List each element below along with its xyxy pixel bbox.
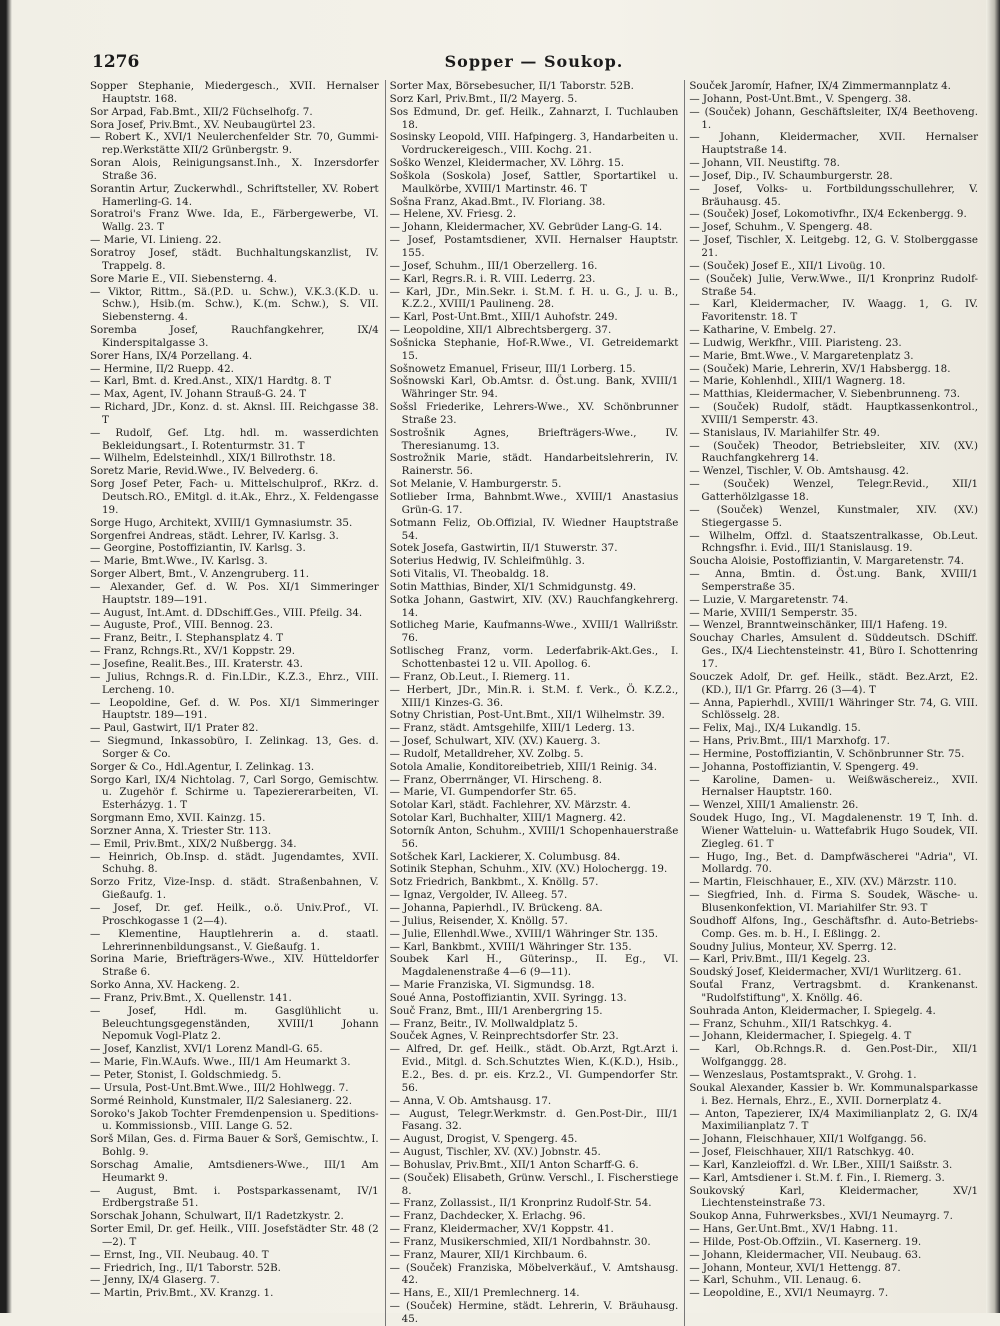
directory-entry: — Karl, JDr., Min.Sekr. i. St.M. f. H. u. G., J. u. B., K.Z.2., XVIII/1 Paulineng. 28. xyxy=(389,285,679,311)
directory-entry: — Marie, Bmt.Wwe., V. Margaretenplatz 3. xyxy=(689,349,914,362)
directory-entry: — Wilhelm, Offzl. d. Staatszentralkasse, Ob.Leut. Rchngsfhr. i. Evid., III/1 Stanislausg. 19. xyxy=(689,529,979,555)
directory-entry: Sostrožnik Marie, städt. Handarbeitslehrerin, IV. Rainerstr. 56. xyxy=(389,452,679,478)
directory-entry: — Martin, Priv.Bmt., XV. Kranzg. 1. xyxy=(90,1287,274,1300)
directory-entry: Sore Marie E., VII. Siebensterng. 4. xyxy=(90,272,278,285)
directory-entry: Sotlischeg Franz, vorm. Lederfabrik-Akt.Ges., I. Schottenbastei 12 u. VII. Apollog. 6. xyxy=(389,645,679,670)
directory-entry: — (Souček) Elisabeth, Grünw. Verschl., I. Fischerstiege 8. xyxy=(389,1171,679,1197)
directory-entry: Sotorník Anton, Schuhm., XVIII/1 Schopenhauerstraße 56. xyxy=(389,824,679,850)
directory-entry: Sotz Friedrich, Bankbmt., X. Knöllg. 57. xyxy=(389,876,599,889)
directory-entry: — August, Drogist, V. Spengerg. 45. xyxy=(389,1133,578,1146)
directory-entry: — Georgine, Postoffiziantin, IV. Karlsg. 3. xyxy=(90,542,306,555)
directory-entry: — Robert K., XVI/1 Neulerchenfelder Str. 70, Gummi-rep.Werkstätte XII/2 Grünbergstr. 9. xyxy=(90,131,379,157)
directory-entry: — Karl, Priv.Bmt., III/1 Kegelg. 23. xyxy=(689,953,871,966)
directory-entry: — Franz, städt. Amtsgehilfe, XIII/1 Lederg. 13. xyxy=(389,722,635,735)
directory-entry: Sorgmann Emo, XVII. Kainzg. 15. xyxy=(90,812,266,825)
directory-entry: — Peter, Stonist, I. Goldschmiedg. 5. xyxy=(90,1068,282,1081)
directory-entry: — August, Bmt. i. Postsparkassenamt, IV/1 Erdbergstraße 51. xyxy=(90,1184,379,1210)
directory-entry: — Karl, Kleidermacher, IV. Waagg. 1, G. IV. Favoritenstr. 18. T xyxy=(689,298,979,324)
directory-entry: — Johann, Kleidermacher, I. Spiegelg. 4. T xyxy=(689,1030,912,1043)
directory-entry: — Karoline, Damen- u. Weißwäschereiz., XVII. Hernalser Hauptstr. 160. xyxy=(689,773,979,799)
directory-entry: Sorter Max, Börsebesucher, II/1 Taborstr. 52B. xyxy=(389,80,634,92)
directory-entry: — Wenzeslaus, Postamtsprakt., V. Grohg. 1. xyxy=(689,1068,917,1081)
directory-entry: — Rudolf, Gef. Ltg. hdl. m. wasserdichten Bekleidungsart., I. Rotenturmstr. 31. T xyxy=(90,426,379,452)
directory-entry: — (Souček) Hermine, städt. Lehrerin, V. Bräuhausg. 45. xyxy=(389,1300,679,1325)
directory-entry: Sorge Hugo, Architekt, XVIII/1 Gymnasiumstr. 35. xyxy=(90,516,353,529)
column-3 xyxy=(684,80,978,1326)
directory-entry: — Marie, Fin.W.Aufs. Wwe., III/1 Am Heumarkt 3. xyxy=(90,1056,351,1069)
directory-entry: — Hans, Priv.Bmt., III/1 Marxhofg. 17. xyxy=(689,735,890,748)
directory-entry: — Leopoldine, Gef. d. W. Pos. XI/1 Simmeringer Hauptstr. 189—191. xyxy=(90,696,379,722)
directory-entry: Sotny Christian, Post-Unt.Bmt., XII/1 Wilhelmstr. 39. xyxy=(389,709,665,722)
directory-entry: Soti Vitalis, VI. Theobaldg. 18. xyxy=(389,568,549,581)
directory-entry: — Hermine, II/2 Ruepp. 42. xyxy=(90,362,234,375)
page-edge-shadow xyxy=(986,0,1000,1313)
directory-entry: Sosinsky Leopold, VIII. Hafpingerg. 3, Handarbeiten u. Vordruckereigesch., VIII. Kochg. 21. xyxy=(389,131,679,157)
directory-entry: Sorantin Artur, Zuckerwhdl., Schriftsteller, XV. Robert Hamerling-G. 14. xyxy=(90,182,379,208)
directory-entry: — Alfred, Dr. gef. Heilk., städt. Ob.Arzt, Rgt.Arzt i. Evid., Mitgl. d. Sch.Schutztes Wien, K.(K.D.), Hsib., E.2., Bes. d. pr. eis. Krz.2., VI. Gumpendorfer Str. 56. xyxy=(389,1043,679,1094)
directory-entry: — Franz, Kleidermacher, XV/1 Koppstr. 41. xyxy=(389,1223,614,1236)
directory-entry: Soukal Alexander, Kassier b. Wr. Kommunalsparkasse i. Bez. Hernals, Ehrz., E., XVII. Dornerplatz 4. xyxy=(689,1081,979,1107)
directory-entry: Sorko Anna, XV. Hackeng. 2. xyxy=(90,979,240,992)
directory-entry: Sošnowski Karl, Ob.Amtsr. d. Öst.ung. Bank, XVIII/1 Währinger Str. 94. xyxy=(389,375,679,401)
directory-entry: — Leopoldine, XII/1 Albrechtsbergerg. 37. xyxy=(389,324,612,337)
directory-entry: — Anton, Tapezierer, IX/4 Maximilianplatz 2, G. IX/4 Maximilianplatz 7. T xyxy=(689,1107,979,1133)
directory-entry: — Klementine, Hauptlehrerin a. d. staatl. Lehrerinnenbildungsanst., V. Gießaufg. 1. xyxy=(90,927,379,953)
directory-entry: — Ursula, Post-Unt.Bmt.Wwe., III/2 Hohlwegg. 7. xyxy=(90,1081,349,1094)
directory-entry: — Franz, Maurer, XII/1 Kirchbaum. 6. xyxy=(389,1248,588,1261)
directory-entry: — Johann, Kleidermacher, XV. Gebrüder Lang-G. 14. xyxy=(389,221,663,234)
directory-entry: Soué Anna, Postoffiziantin, XVII. Syringg. 13. xyxy=(389,991,627,1004)
directory-entry: — Josef, Postamtsdiener, XVII. Hernalser Hauptstr. 155. xyxy=(389,234,679,259)
directory-entry: — Herbert, JDr., Min.R. i. St.M. f. Verk., Ö. K.Z.2., XIII/1 Kinzes-G. 36. xyxy=(389,683,679,709)
directory-entry: — Katharine, V. Embelg. 27. xyxy=(689,324,837,337)
directory-entry: — Auguste, Prof., VIII. Bennog. 23. xyxy=(90,619,274,632)
running-head: Sopper — Soukop. xyxy=(444,52,624,71)
directory-entry: Sotolar Karl, Buchhalter, XIII/1 Magnerg. 42. xyxy=(389,812,626,825)
directory-entry: — (Souček) Theodor, Betriebsleiter, XIV. (XV.) Rauchfangkehrerg 14. xyxy=(689,439,979,465)
directory-entry: Sorina Marie, Briefträgers-Wwe., XIV. Hütteldorfer Straße 6. xyxy=(90,953,379,979)
directory-entry: Sora Josef, Priv.Bmt., XV. Neubaugürtel 23. xyxy=(90,118,316,131)
directory-entry: Sotola Amalie, Konditoreibetrieb, XIII/1 Reinig. 34. xyxy=(389,760,657,773)
directory-entry: Sošnicka Stephanie, Hof-R.Wwe., VI. Getreidemarkt 15. xyxy=(389,336,679,362)
directory-entry: — Paul, Gastwirt, II/1 Prater 82. xyxy=(90,722,259,735)
directory-entry: — Hilde, Post-Ob.Offziin., VI. Kasernerg. 19. xyxy=(689,1235,922,1248)
directory-entry: — Hans, E., XII/1 Premlechnerg. 14. xyxy=(389,1287,580,1300)
directory-entry: — Johann, VII. Neustiftg. 78. xyxy=(689,157,840,170)
directory-entry: — Wilhelm, Edelsteinhdl., XIX/1 Billrothstr. 18. xyxy=(90,452,336,465)
directory-entry: — Friedrich, Ing., II/1 Taborstr. 52B. xyxy=(90,1261,281,1274)
directory-entry: — (Souček) Johann, Geschäftsleiter, IX/4 Beethoveng. 1. xyxy=(689,105,979,131)
directory-entry: — (Souček) Rudolf, städt. Hauptkassenkontrol., XVIII/1 Semperstr. 43. xyxy=(689,401,979,426)
directory-entry: Sor Arpad, Fab.Bmt., XII/2 Füchselhofg. 7. xyxy=(90,105,313,118)
directory-entry: — Josef, Dr. gef. Heilk., o.ö. Univ.Prof., VI. Proschkogasse 1 (2—4). xyxy=(90,902,379,927)
directory-entry: — Josef, Schulwart, XIV. (XV.) Kauerg. 3. xyxy=(389,735,601,748)
directory-entry: — Franz, Schuhm., XII/1 Ratschkyg. 4. xyxy=(689,1017,892,1030)
directory-entry: — Wenzel, Tischler, V. Ob. Amtshausg. 42. xyxy=(689,465,909,478)
directory-entry: — Franz, Zollassist., II/1 Kronprinz Rudolf-Str. 54. xyxy=(389,1197,652,1210)
directory-entry: — Luzie, V. Margaretenstr. 74. xyxy=(689,593,849,606)
directory-entry: — Stanislaus, IV. Mariahilfer Str. 49. xyxy=(689,426,880,439)
directory-entry: — Helene, XV. Friesg. 2. xyxy=(389,208,517,221)
directory-entry: Sostrošnik Agnes, Briefträgers-Wwe., IV. Theresianumg. 13. xyxy=(389,426,679,452)
directory-entry: — (Souček) Marie, Lehrerin, XV/1 Habsbergg. 18. xyxy=(689,362,951,375)
directory-entry: Soško Wenzel, Kleidermacher, XV. Löhrg. 15. xyxy=(389,157,625,170)
directory-entry: Souč Franz, Bmt., III/1 Arenbergring 15. xyxy=(389,1004,603,1017)
directory-entry: — Karl, Regrs.R. i. R. VIII. Lederrg. 23. xyxy=(389,272,596,285)
directory-entry: Souček Agnes, V. Reinprechtsdorfer Str. 23. xyxy=(389,1030,619,1043)
directory-entry: Sorš Milan, Ges. d. Firma Bauer & Sorš, Gemischtw., I. Bohlg. 9. xyxy=(90,1133,379,1159)
directory-entry: Sotka Johann, Gastwirt, XIV. (XV.) Rauchfangkehrerg. 14. xyxy=(389,593,679,619)
directory-entry: Souhrada Anton, Kleidermacher, I. Spiegelg. 4. xyxy=(689,1004,936,1017)
directory-entry: — Josef, Schuhm., V. Spengerg. 48. xyxy=(689,221,873,234)
directory-entry: — Bohuslav, Priv.Bmt., XII/1 Anton Scharff-G. 6. xyxy=(389,1158,639,1171)
directory-entry: Sorzner Anna, X. Triester Str. 113. xyxy=(90,824,272,837)
directory-entry: — August, Tischler, XV. (XV.) Jobnstr. 45. xyxy=(389,1146,601,1159)
directory-entry: — Ludwig, Werkfhr., VIII. Piaristeng. 23. xyxy=(689,336,902,349)
directory-entry: Soran Alois, Reinigungsanst.Inh., X. Inzersdorfer Straße 36. xyxy=(90,157,379,182)
directory-entry: Sorer Hans, IX/4 Porzellang. 4. xyxy=(90,349,253,362)
directory-entry: — Wenzel, Branntweinschänker, III/1 Hafeng. 19. xyxy=(689,619,948,632)
directory-entry: — Wenzel, XIII/1 Amalienstr. 26. xyxy=(689,799,859,812)
directory-entry: Souchay Charles, Amsulent d. Süddeutsch. DSchiff. Ges., IX/4 Liechtensteinstr. 41, Büro I. Schottenring 17. xyxy=(689,632,979,670)
directory-entry: Sorschag Amalie, Amtsdieners-Wwe., III/1 Am Heumarkt 9. xyxy=(90,1158,379,1184)
directory-entry: — Leopoldine, E., XVI/1 Neumayrg. 7. xyxy=(689,1287,889,1300)
directory-entry: — Franz, Oberrnänger, VI. Hirscheng. 8. xyxy=(389,773,603,786)
directory-entry: Souczek Adolf, Dr. gef. Heilk., städt. Bez.Arzt, E2. (KD.), II/1 Gr. Pfarrg. 26 (3—4). T xyxy=(689,670,979,696)
directory-entry: Souťal Franz, Vertragsbmt. d. Krankenanst. "Rudolfstiftung", X. Knöllg. 46. xyxy=(689,979,979,1004)
directory-entry: Soubek Karl H., Güterinsp., II. Eg., VI. Magdalenenstraße 4—6 (9—11). xyxy=(389,953,679,979)
directory-entry: — Alexander, Gef. d. W. Pos. XI/1 Simmeringer Hauptstr. 189—191. xyxy=(90,580,379,606)
directory-entry: — Matthias, Kleidermacher, V. Siebenbrunneng. 73. xyxy=(689,388,961,401)
directory-entry: — Heinrich, Ob.Insp. d. städt. Jugendamtes, XVII. Schuhg. 8. xyxy=(90,850,379,876)
directory-entry: — Johann, Monteur, XVI/1 Hettengg. 87. xyxy=(689,1261,901,1274)
directory-entry: — Julie, Ellenhdl.Wwe., XVIII/1 Währinger Str. 135. xyxy=(389,927,659,940)
directory-entry: — Johann, Post-Unt.Bmt., V. Spengerg. 38. xyxy=(689,92,912,105)
directory-entry: Sotmann Feliz, Ob.Offizial, IV. Wiedner Hauptstraße 54. xyxy=(389,516,679,542)
directory-entry: — Marie, Kohlenhdl., XIII/1 Wagnerg. 18. xyxy=(689,375,906,388)
directory-entry: — Karl, Kanzleioffzl. d. Wr. LBer., XIII/1 Saißstr. 3. xyxy=(689,1158,953,1171)
directory-entry: — Johanna, Papierhdl., IV. Brückeng. 8A. xyxy=(389,902,603,914)
directory-entry: Sošna Franz, Akad.Bmt., IV. Floriang. 38. xyxy=(389,195,606,208)
directory-entry: Soudský Josef, Kleidermacher, XVI/1 Wurlitzerg. 61. xyxy=(689,966,962,979)
directory-entry: — Karl, Post-Unt.Bmt., XIII/1 Auhofstr. 249. xyxy=(389,311,618,324)
directory-entry: — Rudolf, Metalldreher, XV. Zolbg. 5. xyxy=(389,747,584,760)
directory-entry: — Franz, Ob.Leut., I. Riemerg. 11. xyxy=(389,670,570,683)
directory-entry: Sotlicheg Marie, Kaufmanns-Wwe., XVIII/1 Wallrißstr. 76. xyxy=(389,619,679,645)
directory-entry: — Josef, Tischler, X. Leitgebg. 12, G. V. Stolberggasse 21. xyxy=(689,234,979,259)
directory-entry: Sošsl Friederike, Lehrers-Wwe., XV. Schönbrunner Straße 23. xyxy=(389,401,679,426)
directory-entry: — Karl, Bmt. d. Kred.Anst., XIX/1 Hardtg. 8. T xyxy=(90,375,332,388)
directory-entry: Sorter Emil, Dr. gef. Heilk., VIII. Josefstädter Str. 48 (2—2). T xyxy=(90,1223,379,1248)
directory-entry: — Josefine, Realit.Bes., III. Kraterstr. 43. xyxy=(90,657,303,670)
directory-entry: Souček Jaromír, Hafner, IX/4 Zimmermannplatz 4. xyxy=(689,80,951,92)
directory-entry: — (Souček) Josef E., XII/1 Livoüg. 10. xyxy=(689,259,886,272)
directory-entry: — Karl, Schuhm., VII. Lenaug. 6. xyxy=(689,1274,862,1287)
directory-entry: — Anna, V. Ob. Amtshausg. 17. xyxy=(389,1094,552,1107)
directory-entry: Sorger Albert, Bmt., V. Anzengruberg. 11. xyxy=(90,568,310,581)
directory-entry: — Anna, Papierhdl., XVIII/1 Währinger Str. 74, G. VIII. Schlösselg. 28. xyxy=(689,696,979,722)
directory-entry: Sotolar Karl, städt. Fachlehrer, XV. Märzstr. 4. xyxy=(389,799,631,812)
directory-entry: — Richard, JDr., Konz. d. st. Aknsl. III. Reichgasse 38. T xyxy=(90,401,379,426)
directory-entry: Sos Edmund, Dr. gef. Heilk., Zahnarzt, I. Tuchlauben 18. xyxy=(389,105,679,131)
directory-entry: Soratroi's Franz Wwe. Ida, E., Färbergewerbe, VI. Wallg. 23. T xyxy=(90,208,379,234)
directory-entry: — Julius, Reisender, X. Knöllg. 57. xyxy=(389,914,568,927)
directory-entry: — (Souček) Julie, Verw.Wwe., II/1 Kronprinz Rudolf-Straße 54. xyxy=(689,272,979,298)
directory-entry: Sorg Josef Peter, Fach- u. Mittelschulprof., RKrz. d. Deutsch.RO., EMitgl. d. it.Ak., Ehrz., X. Feldengasse 19. xyxy=(90,478,379,516)
directory-entry: — Johann, Fleischhauer, XII/1 Wolfgangg. 56. xyxy=(689,1133,927,1146)
directory-entry: — (Souček) Josef, Lokomotivfhr., IX/4 Eckenbergg. 9. xyxy=(689,208,967,221)
column-1 xyxy=(90,80,379,1326)
directory-entry: — Hugo, Ing., Bet. d. Dampfwäscherei "Adria", VI. Mollardg. 70. xyxy=(689,850,979,876)
directory-entry: — August, Telegr.Werkmstr. d. Gen.Post-Dir., III/1 Fasang. 32. xyxy=(389,1107,679,1133)
directory-entry: — Siegfried, Inh. d. Firma S. Soudek, Wäsche- u. Blusenkonfektion, VI. Mariahilfer Str. 93. T xyxy=(689,889,979,914)
directory-entry: Soudny Julius, Monteur, XV. Sperrg. 12. xyxy=(689,940,897,953)
page-header xyxy=(90,50,978,76)
directory-entry: — Marie, Bmt.Wwe., IV. Karlsg. 3. xyxy=(90,555,268,568)
directory-entry: — Josef, Dip., IV. Schaumburgerstr. 28. xyxy=(689,169,893,182)
directory-entry: — Viktor, Rittm., Sä.(P.D. u. Schw.), V.K.3.(K.D. u. Schw.), Hsib.(m. Schw.), K.(m. Schw.), S. VII. Siebensterng. 4. xyxy=(90,285,379,324)
directory-entry: Sormé Reinhold, Kunstmaler, II/2 Salesianerg. 22. xyxy=(90,1094,353,1107)
directory-entry: — Emil, Priv.Bmt., XIX/2 Nußbergg. 34. xyxy=(90,837,297,850)
directory-entry: Soterius Hedwig, IV. Schleifmühlg. 3. xyxy=(389,555,585,568)
directory-entry: Soucha Aloisie, Postoffiziantin, V. Margaretenstr. 74. xyxy=(689,555,965,568)
directory-entry: Sot Melanie, V. Hamburgerstr. 5. xyxy=(389,478,562,491)
directory-entry: — Hans, Ger.Unt.Bmt., XV/1 Habng. 11. xyxy=(689,1223,898,1236)
directory-entry: — Karl, Ob.Rchngs.R. d. Gen.Post-Dir., XII/1 Wolfganggg. 28. xyxy=(689,1043,979,1069)
directory-entry: — Franz, Priv.Bmt., X. Quellenstr. 141. xyxy=(90,991,292,1004)
directory-entry: Soukop Anna, Fuhrwerksbes., XVI/1 Neumayrg. 7. xyxy=(689,1210,953,1223)
directory-entry: — Josef, Kanzlist, XVI/1 Lorenz Mandl-G. 65. xyxy=(90,1043,323,1056)
directory-entry: — Siegmund, Inkassobüro, I. Zelinkag. 13, Ges. d. Sorger & Co. xyxy=(90,735,379,760)
directory-entry: — Johann, Kleidermacher, VII. Neubaug. 63. xyxy=(689,1248,922,1261)
directory-entry: — Johanna, Postoffiziantin, V. Spengerg. 49. xyxy=(689,760,919,773)
directory-entry: — Felix, Maj., IX/4 Lukandlg. 15. xyxy=(689,722,861,735)
directory-entry: Sorschak Johann, Schulwart, II/1 Radetzkystr. 2. xyxy=(90,1210,344,1223)
directory-entry: — (Souček) Wenzel, Telegr.Revid., XII/1 Gatterhölzlgasse 18. xyxy=(689,478,979,503)
directory-entry: — Josef, Schuhm., III/1 Oberzellerg. 16. xyxy=(389,259,598,272)
directory-entry: Sopper Stephanie, Miedergesch., XVII. Hernalser Hauptstr. 168. xyxy=(90,80,379,105)
directory-entry: Soretz Marie, Revid.Wwe., IV. Belvederg. 6. xyxy=(90,465,319,478)
directory-entry: — Max, Agent, IV. Johann Strauß-G. 24. T xyxy=(90,388,307,401)
directory-entry: Soroko's Jakob Tochter Fremdenpension u. Speditions- u. Kommissionsb., VIII. Lange G. 52. xyxy=(90,1107,379,1133)
directory-entry: — Karl, Bankbmt., XVIII/1 Währinger Str. 135. xyxy=(389,940,632,953)
directory-entry: — Josef, Volks- u. Fortbildungsschullehrer, V. Bräuhausg. 45. xyxy=(689,182,979,208)
directory-entry: Sotinik Stephan, Schuhm., XIV. (XV.) Holochergg. 19. xyxy=(389,863,668,876)
directory-entry: — Marie, VI. Gumpendorfer Str. 65. xyxy=(389,786,577,799)
directory-entry: — Josef, Fleischhauer, XII/1 Ratschkyg. 40. xyxy=(689,1146,915,1159)
directory-entry: Soukovský Karl, Kleidermacher, XV/1 Liechtensteinstraße 73. xyxy=(689,1184,979,1210)
directory-entry: Soratroy Josef, städt. Buchhaltungskanzlist, IV. Trappelg. 8. xyxy=(90,246,379,272)
columns xyxy=(90,80,978,1326)
directory-entry: Sotlieber Irma, Bahnbmt.Wwe., XVIII/1 Anastasius Grün-G. 17. xyxy=(389,491,679,516)
directory-entry: Sorz Karl, Priv.Bmt., II/2 Mayerg. 5. xyxy=(389,92,578,105)
directory-entry: — Hermine, Postoffiziantin, V. Schönbrunner Str. 75. xyxy=(689,747,965,760)
directory-entry: — Marie Franziska, VI. Sigmundsg. 18. xyxy=(389,979,595,992)
directory-entry: — Johann, Kleidermacher, XVII. Hernalser Hauptstraße 14. xyxy=(689,131,979,157)
directory-entry: Soškola (Soskola) Josef, Sattler, Sportartikel u. Maulkörbe, XVIII/1 Martinstr. 46. T xyxy=(389,169,679,195)
directory-entry: — Marie, VI. Linieng. 22. xyxy=(90,234,222,247)
directory-entry: — Franz, Dachdecker, X. Erlachg. 96. xyxy=(389,1210,586,1223)
directory-entry: — Marie, XVIII/1 Semperstr. 35. xyxy=(689,606,858,619)
directory-entry: Sorzo Fritz, Vize-Insp. d. städt. Straßenbahnen, V. Gießaufg. 1. xyxy=(90,876,379,902)
directory-entry: — Karl, Amtsdiener i. St.M. f. Fin., I. Riemerg. 3. xyxy=(689,1171,945,1184)
directory-entry: Soremba Josef, Rauchfangkehrer, IX/4 Kinderspitalgasse 3. xyxy=(90,324,379,349)
directory-entry: — Franz, Musikerschmied, XII/1 Nordbahnstr. 30. xyxy=(389,1235,651,1248)
directory-entry: — Franz, Beitr., I. Stephansplatz 4. T xyxy=(90,632,284,645)
directory-entry: — Ignaz, Vergolder, IV. Alleeg. 57. xyxy=(389,889,568,902)
directory-entry: Sorgo Karl, IX/4 Nichtolag. 7, Carl Sorgo, Gemischtw. u. Zugehör f. Schirme u. Tapeziererarbeiten, VI. Esterházyg. 1. T xyxy=(90,773,379,812)
directory-entry: — Franz, Rchngs.Rt., XV/1 Koppstr. 29. xyxy=(90,645,296,658)
page-number: 1276 xyxy=(92,52,140,72)
directory-entry: — (Souček) Wenzel, Kunstmaler, XIV. (XV.) Stiegergasse 5. xyxy=(689,503,979,529)
directory-entry: Sotek Josefa, Gastwirtin, II/1 Stuwerstr. 37. xyxy=(389,542,618,555)
directory-entry: — Josef, Hdl. m. Gasglühlicht u. Beleuchtungsgegenständen, XVIII/1 Johann Nepomuk Vogl-Platz 2. xyxy=(90,1004,379,1043)
directory-entry: — Julius, Rchngs.R. d. Fin.LDir., K.Z.3., Ehrz., VIII. Lercheng. 10. xyxy=(90,670,379,696)
directory-entry: — Franz, Beitr., IV. Mollwaldplatz 5. xyxy=(389,1017,578,1030)
directory-entry: Sošnowetz Emanuel, Friseur, III/1 Lorberg. 15. xyxy=(389,362,636,375)
directory-entry: — Jenny, IX/4 Glaserg. 7. xyxy=(90,1274,220,1287)
directory-entry: — Ernst, Ing., VII. Neubaug. 40. T xyxy=(90,1248,269,1261)
directory-entry: Soudek Hugo, Ing., VI. Magdalenenstr. 19 T, Inh. d. Wiener Watteluin- u. Wattefabrik Hugo Soudek, VII. Ziegleg. 61. T xyxy=(689,812,979,850)
directory-entry: Soudhoff Alfons, Ing., Geschäftsfhr. d. Auto-Betriebs-Comp. Ges. m. b. H., I. Eßlingg. 2. xyxy=(689,914,979,940)
column-2 xyxy=(385,80,679,1326)
directory-entry: — August, Int.Amt. d. DDschiff.Ges., VIII. Pfeilg. 34. xyxy=(90,606,363,619)
directory-entry: Sorgenfrei Andreas, städt. Lehrer, IV. Karlsg. 3. xyxy=(90,529,339,542)
directory-entry: — (Souček) Franziska, Möbelverkäuf., V. Amtshausg. 42. xyxy=(389,1261,679,1287)
directory-entry: Sotšchek Karl, Lackierer, X. Columbusg. 84. xyxy=(389,850,621,863)
directory-entry: Sotin Matthias, Binder, XI/1 Schmidgunstg. 49. xyxy=(389,580,637,593)
directory-entry: Sorger & Co., Hdl.Agentur, I. Zelinkag. 13. xyxy=(90,760,315,773)
directory-entry: — Martin, Fleischhauer, E., XIV. (XV.) Märzstr. 110. xyxy=(689,876,957,889)
directory-entry: — Anna, Bmtin. d. Öst.ung. Bank, XVIII/1 Semperstraße 35. xyxy=(689,568,979,593)
